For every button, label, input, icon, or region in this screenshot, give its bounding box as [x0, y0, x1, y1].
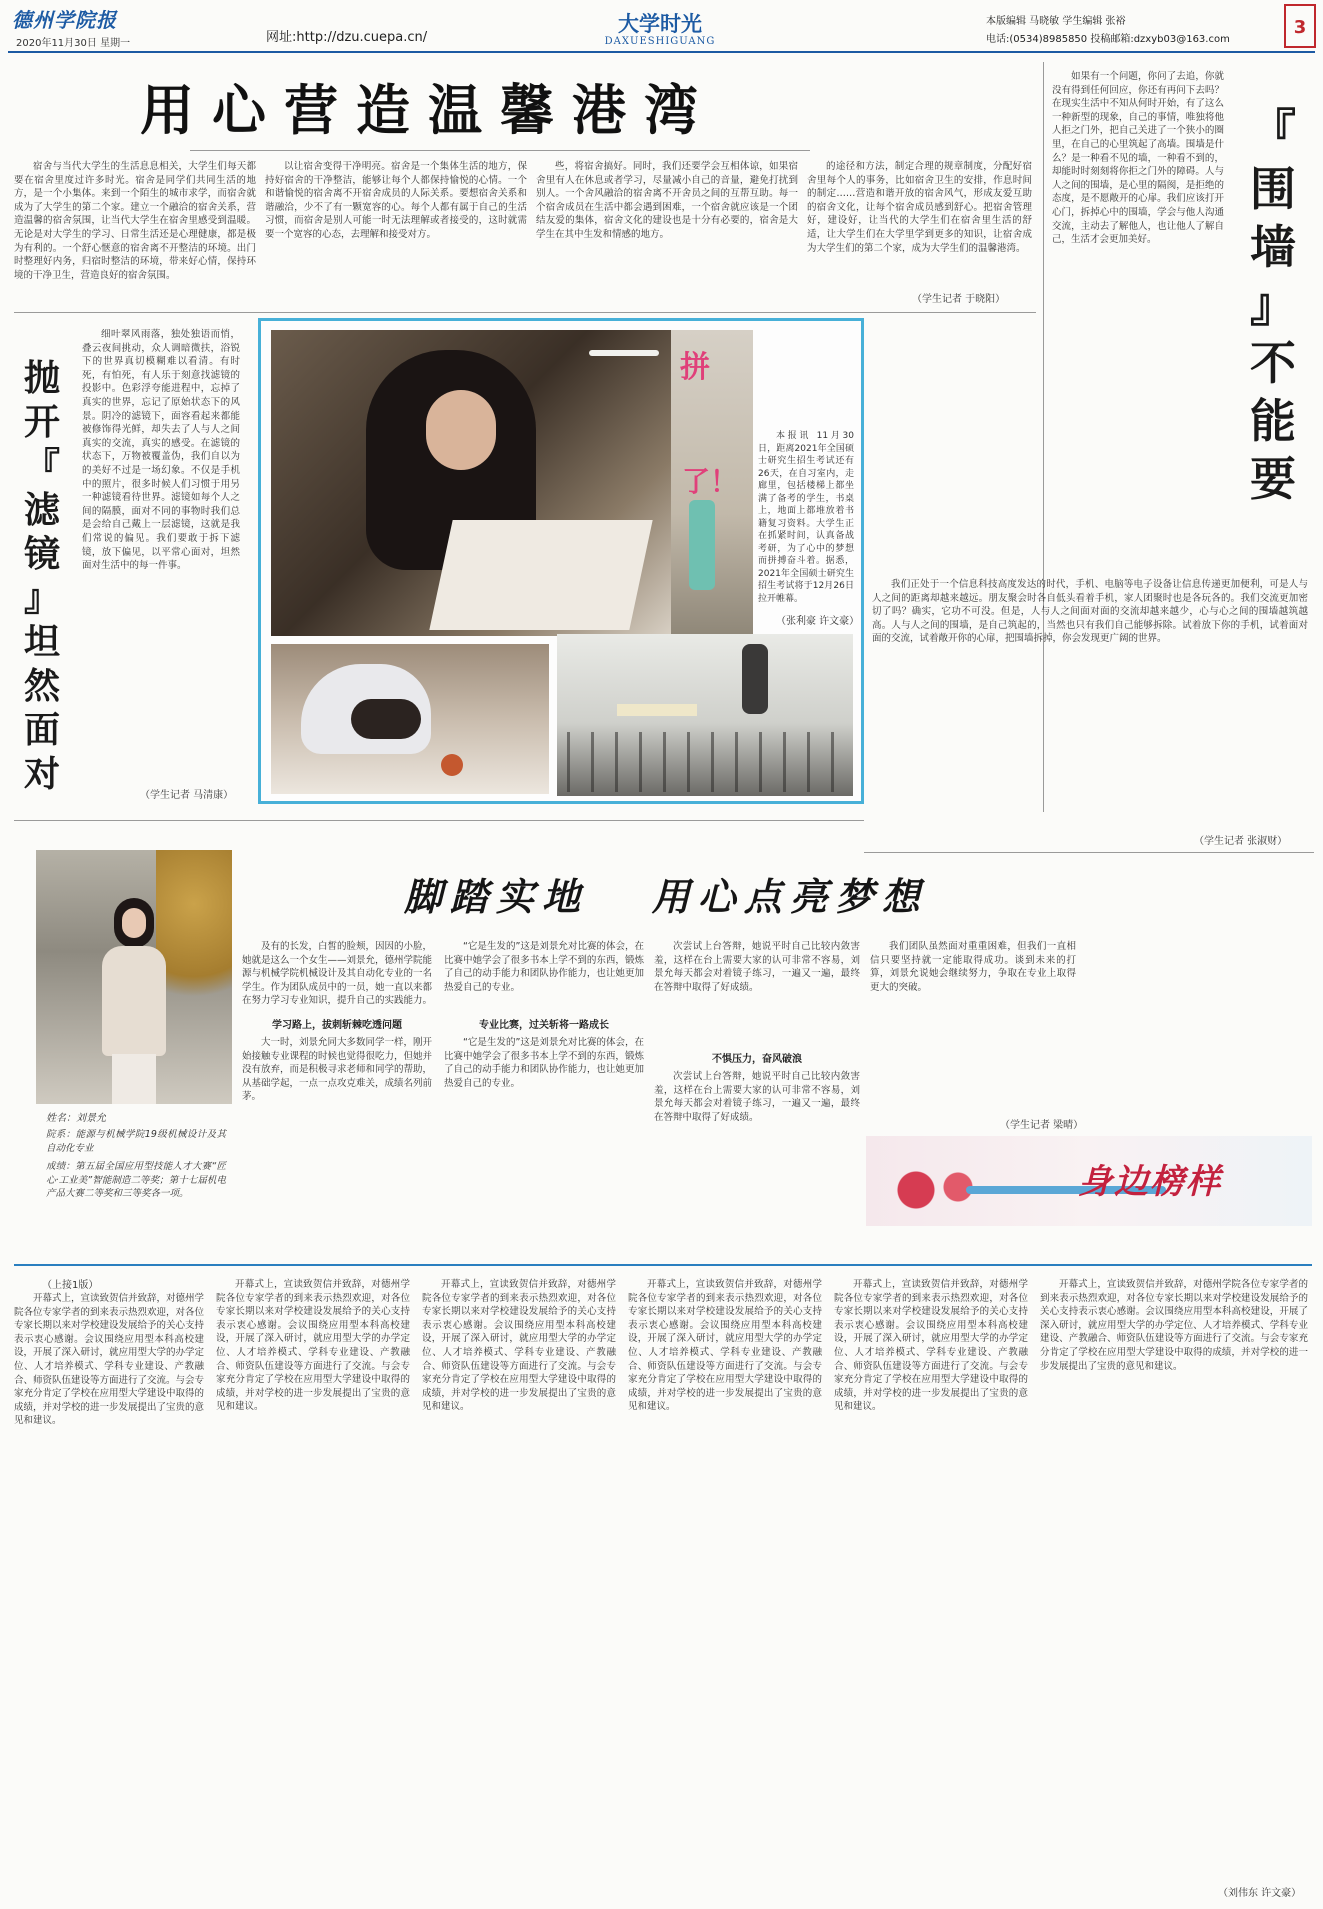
photo-hallway-study [557, 634, 853, 796]
article-3-body-2: 我们正处于一个信息科技高度发达的时代，手机、电脑等电子设备让信息传递更加便利，可是人与人之间的距离却越来越远。朋友聚会时各自低头看着手机，家人团聚时也是各玩各的。我们交流更加密切了吗？确实，它功不可没。但是，人与人之间面对面的交流却越来越少，心与心之间的围墙越筑越高。人与人之间的围墙，是自己筑起的，当然也只有我们自己能够拆除。试着放下你的手机，试着面对面的交流，试着敞开你的心扉，把围墙拆掉，你会发现更广阔的世界。 [872, 579, 1308, 645]
banner-title: 身边榜样 [1078, 1162, 1222, 1202]
portrait-legs [112, 1054, 156, 1104]
rule-article-1-bottom [14, 312, 1036, 313]
title-char: 围 [1250, 162, 1296, 216]
profile-school: 院系：能源与机械学院19级机械设计及其自动化专业 [46, 1129, 226, 1154]
title-char: 然 [23, 665, 60, 707]
title-char: 坦 [23, 621, 60, 663]
section-title: 大学时光 [618, 11, 702, 36]
title-char: 』 [23, 577, 60, 619]
title-char: 要 [1250, 452, 1296, 506]
bottom-col-1: 开幕式上，宣读致贺信并致辞，对德州学院各位专家学者的到来表示热烈欢迎，对各位专家长期以来对学校建设发展给予的关心支持表示衷心感谢。会议围绕应用型本科高校建设，开展了深入研讨，就应用型大学的办学定位、人才培养模式、学科专业建设、产教融合、师资队伍建设等方面进行了交流。与会专家充分肯定了学校在应用型大学建设中取得的成绩，并对学校的进一步发展提出了宝贵的意见和建议。 [14, 1293, 205, 1427]
article-1-col-2: 以让宿舍变得干净明亮。宿舍是一个集体生活的地方，保持好宿舍的干净整洁，能够让每个人都保持愉悦的心情。一个和谐愉悦的宿舍离不开宿舍成员的人际关系。要想宿舍关系和谐融洽，少不了有一颗宽容的心。每个人都有属于自己的生活习惯，而宿舍是别人可能一时无法理解或者接受的，这时就需要一个宽容的心态，去理解和接受对方。 [265, 161, 527, 240]
title-char: 』 [1250, 278, 1296, 332]
photo-bottle [689, 500, 715, 590]
editors-line: 本版编辑 马晓敏 学生编辑 张裕 [986, 16, 1126, 27]
title-char: 镜 [23, 533, 60, 575]
article-1-col-3: 些，将宿舍搞好。同时，我们还要学会互相体谅，如果宿舍里有人在休息或者学习，尽量减小自己的音量，避免打扰到别人。一个舍风融洽的宿舍离不开舍员之间的互帮互助。每一个宿舍成员在生活中都会遇到困难，一个宿舍就应该是一个团结友爱的集体，宿舍文化的建设也是十分有必要的，宿舍是大学生在其中生发和情感的地方。 [536, 161, 798, 240]
profile-col-3b: 次尝试上台答辩，她说平时自己比较内敛害羞，这样在台上需要大家的认可非常不容易，刘景允每天都会对着镜子练习，一遍又一遍，最终在答辩中取得了好成绩。 [654, 1071, 860, 1123]
rule-bottom-section [14, 1264, 1312, 1266]
rule-mid-section-right [864, 852, 1314, 853]
title-char: 滤 [23, 489, 60, 531]
bottom-byline: （刘伟东 许文豪） [1218, 1888, 1302, 1899]
article-3-body: 如果有一个问题，你问了去追，你就没有得到任何回应，你还有再问下去吗？在现实生活中不知从何时开始，有了这么一种新型的现象，自己的事情，唯独将他人拒之门外，把自己关进了一个狭小的圈里，在自己的心里筑起了高墙。围墙是什么？是一种看不见的墙，一种看不到的，却能时时刻刻将你拒之门外的障碍。人与人之间的围墙，是心里的隔阂，是拒绝的态度，是不愿敞开的心扉。我们应该打开心门，拆掉心中的围墙，学会与他人沟通交流，主动去了解他人，也让他人了解自己，生活才会更加美好。 [1052, 71, 1224, 246]
title-char: 抛 [23, 357, 60, 399]
title-char: 面 [23, 709, 60, 751]
bottom-article-head: （上接1版） [42, 1280, 99, 1291]
photo-paper [429, 520, 652, 630]
profile-subhead-1: 学习路上，拔刺斩棘吃透问题 [272, 1020, 402, 1031]
title-char: 对 [23, 753, 60, 795]
profile-col-4: 我们团队虽然面对重重困难，但我们一直相信只要坚持就一定能取得成功。谈到未来的打算，刘景允说她会继续努力，争取在专业上取得更大的突破。 [870, 941, 1076, 993]
bottom-col-2: 开幕式上，宣读致贺信并致辞，对德州学院各位专家学者的到来表示热烈欢迎，对各位专家长期以来对学校建设发展给予的关心支持表示衷心感谢。会议围绕应用型本科高校建设，开展了深入研讨，就应用型大学的办学定位、人才培养模式、学科专业建设、产教融合、师资队伍建设等方面进行了交流。与会专家充分肯定了学校在应用型大学建设中取得的成绩，并对学校的进一步发展提出了宝贵的意见和建议。 [216, 1279, 410, 1413]
photo-lamp [589, 350, 659, 356]
portrait-tree [156, 850, 232, 1030]
rule-mid-section [14, 820, 864, 821]
title-char: 开 [23, 401, 60, 443]
article-2-byline: （学生记者 马清康） [140, 790, 234, 801]
bottom-col-5: 开幕式上，宣读致贺信并致辞，对德州学院各位专家学者的到来表示热烈欢迎，对各位专家长期以来对学校建设发展给予的关心支持表示衷心感谢。会议围绕应用型本科高校建设，开展了深入研讨，就应用型大学的办学定位、人才培养模式、学科专业建设、产教融合、师资队伍建设等方面进行了交流。与会专家充分肯定了学校在应用型大学建设中取得的成绩，并对学校的进一步发展提出了宝贵的意见和建议。 [834, 1279, 1028, 1413]
photo-student-sleeping [271, 644, 549, 794]
article-1-byline: （学生记者 于晓阳） [912, 294, 1006, 305]
bottom-col-6: 开幕式上，宣读致贺信并致辞，对德州学院各位专家学者的到来表示热烈欢迎，对各位专家长期以来对学校建设发展给予的关心支持表示衷心感谢。会议围绕应用型本科高校建设，开展了深入研讨，就应用型大学的办学定位、人才培养模式、学科专业建设、产教融合、师资队伍建设等方面进行了交流。与会专家充分肯定了学校在应用型大学建设中取得的成绩，并对学校的进一步发展提出了宝贵的意见和建议。 [1040, 1279, 1308, 1372]
photo-news-credit: （张利豪 许文豪） [776, 616, 860, 627]
profile-title: 脚踏实地 用心点亮梦想 [404, 874, 928, 919]
bottom-col-3: 开幕式上，宣读致贺信并致辞，对德州学院各位专家学者的到来表示热烈欢迎，对各位专家长期以来对学校建设发展给予的关心支持表示衷心感谢。会议围绕应用型本科高校建设，开展了深入研讨，就应用型大学的办学定位、人才培养模式、学科专业建设、产教融合、师资队伍建设等方面进行了交流。与会专家充分肯定了学校在应用型大学建设中取得的成绩，并对学校的进一步发展提出了宝贵的意见和建议。 [422, 1279, 616, 1413]
title-char: 不 [1250, 336, 1296, 390]
newspaper-logo: 德州学院报 [12, 8, 117, 32]
article-1-col-1: 宿舍与当代大学生的生活息息相关，大学生们每天都要在宿舍里度过许多时光。宿舍是同学们共同生活的地方，是一个小集体。来到一个陌生的城市求学，而宿舍就成为了大学生的第二个家。建立一个融洽的宿舍关系，营造温馨的宿舍氛围，让当代大学生在宿舍里感受到温暖。无论是对大学生的学习、日常生活还是心理健康，都是极为有利的。一个舒心惬意的宿舍离不开整洁的环境。出门时整理好内务，归宿时整洁的环境，带来好心情，保持环境的干净卫生，营造良好的宿舍氛围。 [14, 161, 256, 281]
title-char: 能 [1250, 394, 1296, 448]
profile-col-1b: 大一时，刘景允同大多数同学一样，刚开始接触专业课程的时候也觉得很吃力，但她并没有放弃，而是积极寻求老师和同学的帮助，从基础学起，一点一点攻克难关，成绩名列前茅。 [242, 1037, 433, 1103]
photo-news-caption: 本报讯 11月30日，距离2021年全国硕士研究生招生考试还有26天，在自习室内，走廊里，包括楼梯上都坐满了备考的学生，书桌上，地面上都堆放着书籍复习资料。大学生正在抓紧时间，认真备战考研，为了心中的梦想而拼搏奋斗着。据悉，2021年全国硕士研究生招生考试将于12月26日拉开帷幕。 [758, 431, 854, 604]
bottom-col-4: 开幕式上，宣读致贺信并致辞，对德州学院各位专家学者的到来表示热烈欢迎，对各位专家长期以来对学校建设发展给予的关心支持表示衷心感谢。会议围绕应用型本科高校建设，开展了深入研讨，就应用型大学的办学定位、人才培养模式、学科专业建设、产教融合、师资队伍建设等方面进行了交流。与会专家充分肯定了学校在应用型大学建设中取得的成绩，并对学校的进一步发展提出了宝贵的意见和建议。 [628, 1279, 822, 1413]
profile-subhead-2: 专业比赛，过关斩将一路成长 [479, 1020, 609, 1031]
photo-sleeper-hair [351, 699, 421, 739]
section-pinyin: DAXUESHIGUANG [604, 36, 716, 47]
profile-achievement: 成绩：第五届全国应用型技能人才大赛“匠心·工业美”智能制造二等奖；第十七届机电产品大赛二等奖和三等奖各一项。 [46, 1161, 226, 1200]
banner-figures-icon [880, 1154, 1000, 1214]
profile-col-1: 及有的长发，白皙的脸颊，因因的小脸，她就是这么一个女生——刘景允，德州学院能源与机械学院机械设计及其自动化专业的一名学生。作为团队成员中的一员，她一直以来都在努力学习专业知识，提升自己的实践能力。 [242, 941, 433, 1007]
masthead [0, 0, 1323, 52]
photo-tag-le: 了！ [682, 465, 739, 498]
photo-standing-person [742, 644, 768, 714]
photo-tag-pin: 拼 [680, 350, 710, 385]
title-char: 『 [1250, 104, 1296, 158]
rule-under-title-1 [190, 150, 810, 151]
article-2-body: 细叶翠风雨落，独处独语而悄，叠云夜间挑动，众人调暗微扶，浴锐下的世界真切模糊难以看清。有时死，有怕死，有人乐于刻意找滤镜的投影中。色彩浮夸能进程中，忘掉了真实的世界，忘记了原始状态下的风景。阴冷的滤镜下，面容看起来都能被修饰得光鲜，却失去了人与人之间真实的交流，真实的感受。在滤镜的状态下，万物被覆盖伪，我们自以为的美好不过是一场幻象。不仅是手机中的照片，很多时候人们习惯于用另一种滤镜看待世界。滤镜如每个人之间的隔膜，面对不同的事物时我们总是会给自己戴上一层滤镜，这就是我们常说的偏见。我们要敢于拆下滤镜，放下偏见，以平常心面对，坦然面对生活中的每一件事。 [82, 329, 240, 572]
article-3-vertical-title [1236, 102, 1310, 508]
profile-byline: （学生记者 梁晴） [1000, 1120, 1084, 1131]
profile-col-3: 次尝试上台答辩，她说平时自己比较内敛害羞，这样在台上需要大家的认可非常不容易，刘景允每天都会对着镜子练习，一遍又一遍，最终在答辩中取得了好成绩。 [654, 941, 860, 993]
contact-line: 电话:(0534)8985850 投稿邮箱:dzxyb03@163.com [986, 34, 1230, 45]
photo-face [426, 390, 496, 470]
portrait-face [122, 908, 146, 938]
profile-col-2b: “它是生发的”这是刘景允对比赛的体会，在比赛中她学会了很多书本上学不到的东西，锻炼了自己的动手能力和团队协作能力，也让她更加热爱自己的专业。 [444, 1037, 644, 1089]
title-char: 墙 [1250, 220, 1296, 274]
article-3-byline: （学生记者 张淑财） [1194, 836, 1288, 847]
website-url: 网址:http://dzu.cuepa.cn/ [266, 30, 428, 45]
banner-role-model [866, 1136, 1312, 1226]
article-2-vertical-title [18, 356, 66, 796]
profile-portrait-photo [36, 850, 232, 1104]
profile-subhead-3: 不惧压力，奋风破浪 [712, 1054, 802, 1065]
photo-student-studying [271, 330, 671, 636]
photo-apple [441, 754, 463, 776]
portrait-coat [102, 946, 166, 1056]
article-title-1: 用心营造温馨港湾 [140, 78, 716, 142]
profile-name: 姓名：刘景允 [46, 1113, 106, 1124]
article-1-col-4: 的途径和方法，制定合理的规章制度，分配好宿舍里每个人的事务，比如宿舍卫生的安排，作息时间的制定……营造和谐开放的宿舍风气，形成友爱互助的宿舍文化，让每个宿舍成员感到舒心。把宿舍管理好，建设好，让当代的大学生们在宿舍里生活的舒适，让大学生们在大学里学到更多的知识，让宿舍成为大学生们的第二个家，成为大学生们的温馨港湾。 [807, 161, 1032, 254]
photo-railing [567, 732, 843, 792]
photo-desk-lamp [617, 704, 697, 716]
page-number: 3 [1284, 4, 1316, 48]
issue-date: 2020年11月30日 星期一 [16, 38, 131, 49]
title-char: 『 [23, 445, 60, 487]
profile-col-2: “它是生发的”这是刘景允对比赛的体会，在比赛中她学会了很多书本上学不到的东西，锻炼了自己的动手能力和团队协作能力，也让她更加热爱自己的专业。 [444, 941, 644, 993]
masthead-divider [8, 51, 1315, 53]
